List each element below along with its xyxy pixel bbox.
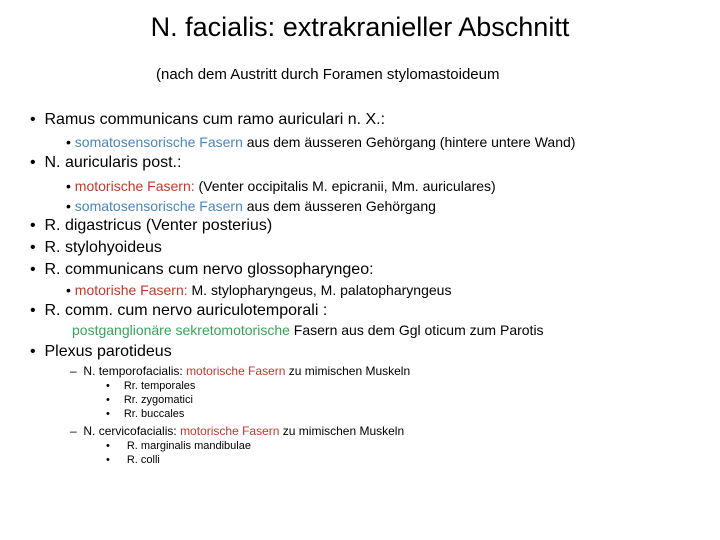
item-label: R. stylohyoideus (44, 239, 162, 256)
item-label: Plexus parotideus (44, 343, 172, 360)
motor-fibers-label: motorische Fasern (180, 424, 280, 438)
dash-bullet: – (70, 364, 77, 378)
dash-bullet: – (70, 424, 77, 438)
item-label: R. communicans cum nervo glossopharyngeo: (44, 261, 374, 278)
list-subitem-cervicofacialis (70, 424, 404, 438)
bullet: • (106, 394, 110, 406)
bullet: • (106, 440, 110, 452)
slide-title: N. facialis: extrakranieller Abschnitt (150, 12, 570, 42)
list-item-r-digastricus (30, 217, 272, 235)
list-item-r-communicans-glossopharyngeo (30, 261, 374, 279)
item-text: (Venter occipitalis M. epicranii, Mm. auriculares) (194, 178, 496, 194)
bullet: • (106, 408, 110, 420)
list-subitem-somatosensory-2 (66, 198, 436, 214)
branch-item (106, 454, 160, 466)
somatosensory-fibers-label: somatosensorische Fasern (74, 134, 243, 150)
item-text: zu mimischen Muskeln (279, 424, 405, 438)
motor-fibers-label: motorische Fasern (186, 364, 286, 378)
branch-item (106, 408, 184, 420)
branch-item (106, 380, 195, 392)
list-item-r-communicans-auriculotemporali (30, 302, 327, 320)
bullet: • (66, 282, 71, 298)
item-text: aus dem äusseren Gehörgang (hintere untere Wand) (242, 134, 576, 150)
item-label: Ramus communicans cum ramo auriculari n. X.: (44, 111, 386, 128)
item-label: N. cervicofacialis: (83, 424, 181, 438)
branch-label: Rr. temporales (123, 380, 196, 392)
bullet: • (106, 454, 110, 466)
list-subitem-temporofacialis (70, 364, 410, 378)
secretomotor-fibers-label: postganglionäre sekretomotorische (72, 322, 290, 338)
bullet: • (30, 111, 36, 128)
bullet: • (66, 198, 71, 214)
branch-label: Rr. buccales (123, 408, 185, 420)
slide-subtitle: (nach dem Austritt durch Foramen stylomastoideum (156, 66, 500, 83)
bullet: • (66, 134, 71, 150)
somatosensory-fibers-label: somatosensorische Fasern (74, 198, 243, 214)
item-label: N. auricularis post.: (44, 154, 182, 171)
item-label: R. digastricus (Venter posterius) (44, 217, 273, 234)
list-item-r-stylohyoideus (30, 239, 162, 257)
list-subitem-somatosensory-1 (66, 134, 575, 150)
list-item-ramus-communicans (30, 111, 385, 129)
list-subitem-motor-2 (66, 282, 451, 298)
branch-item (106, 440, 251, 452)
item-text: zu mimischen Muskeln (285, 364, 411, 378)
branch-item (106, 394, 193, 406)
list-item-plexus-parotideus (30, 343, 172, 361)
motor-fibers-label: motorishe Fasern: (74, 282, 188, 298)
item-text: M. stylopharyngeus, M. palatopharyngeus (187, 282, 452, 298)
bullet: • (30, 217, 36, 234)
bullet: • (30, 302, 36, 319)
bullet: • (106, 380, 110, 392)
item-text: aus dem äusseren Gehörgang (242, 198, 436, 214)
bullet: • (30, 239, 36, 256)
branch-label: R. colli (126, 454, 160, 466)
branch-label: R. marginalis mandibulae (126, 440, 251, 452)
item-text: Fasern aus dem Ggl oticum zum Parotis (289, 322, 544, 338)
item-label: R. comm. cum nervo auriculotemporali : (44, 302, 328, 319)
item-label: N. temporofacialis: (83, 364, 187, 378)
branch-label: Rr. zygomatici (123, 394, 193, 406)
list-subitem-motor-1 (66, 178, 496, 194)
motor-fibers-label: motorische Fasern: (74, 178, 195, 194)
list-subitem-secretomotor (72, 322, 544, 338)
list-item-n-auricularis (30, 154, 181, 172)
bullet: • (66, 178, 71, 194)
bullet: • (30, 154, 36, 171)
bullet: • (30, 261, 36, 278)
bullet: • (30, 343, 36, 360)
